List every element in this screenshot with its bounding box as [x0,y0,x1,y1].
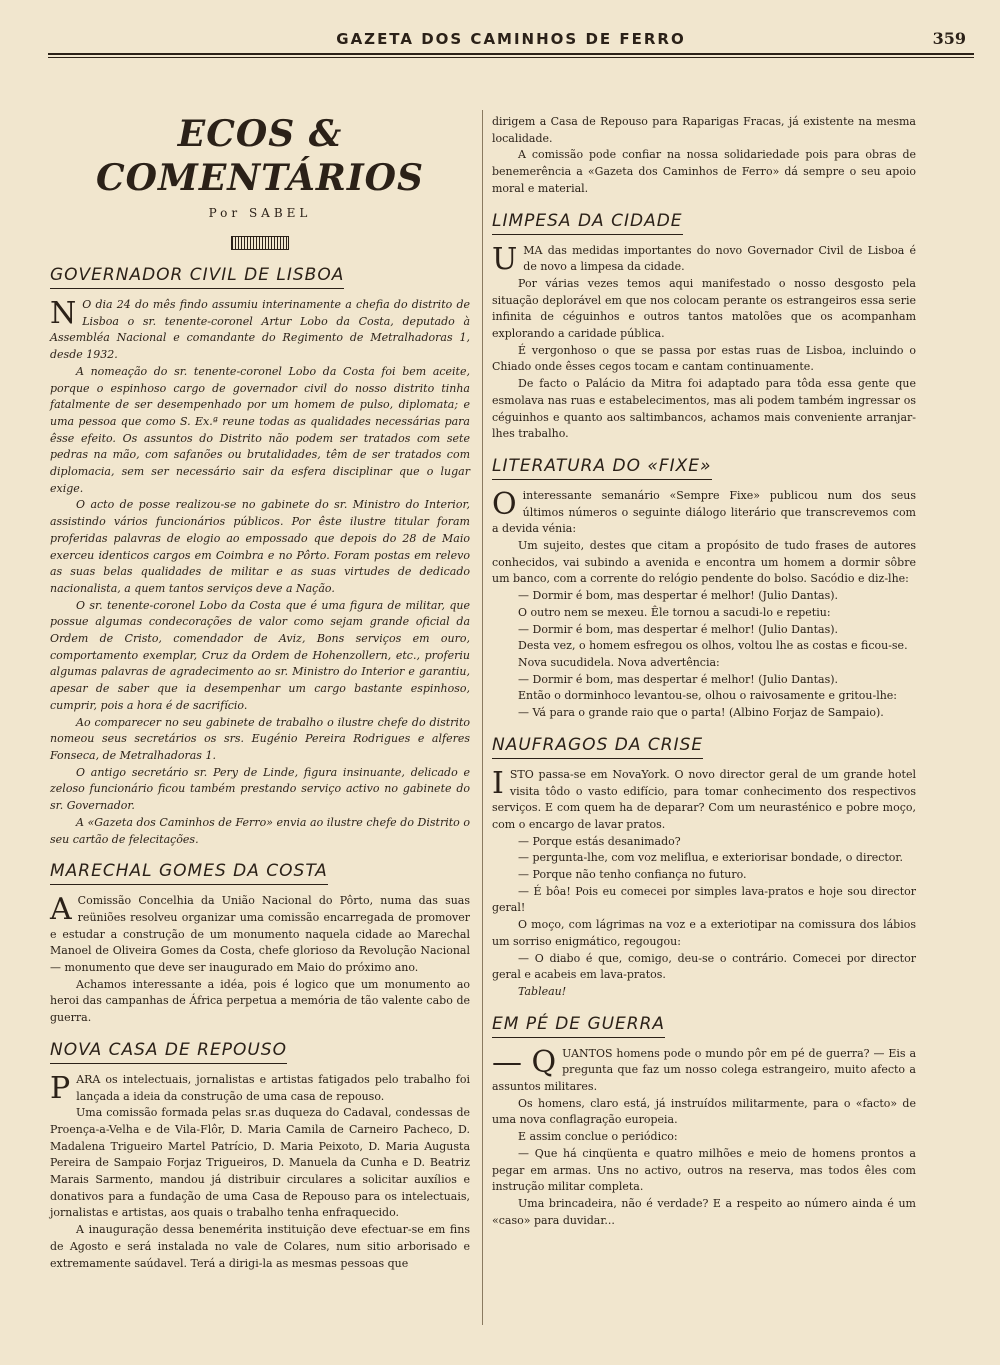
article-title: ECOS & COMENTÁRIOS [95,113,425,199]
paragraph: É vergonhoso o que se passa por estas ruas de Lisboa, incluindo o Chiado onde êsses cegos tocam e cantam continuamente. [492,343,916,374]
paragraph: Os homens, claro está, já instruídos militarmente, para o «facto» de uma nova conflagração europeia. [492,1096,916,1127]
paragraph: — Vá para o grande raio que o parta! (Albino Forjaz de Sampaio). [518,706,884,720]
drop-cap: P [50,1070,71,1106]
paragraph: O sr. tenente-coronel Lobo da Costa que é uma figura de militar, que possue algumas condecorações de valor como sejam grande oficial da Ordem de Cristo, comendador de Aviz, Bons serviços em ouro, comportamento exemplar, Cruz da Ordem de Hohenzollern, etc., proferiu algumas palavras de agradecimento ao sr. Ministro do Interior e garantiu, apesar de saber que ia desempenhar um cargo bastante espinhoso, cumprir, pois a hora é de sacrifício. [50,598,470,712]
left-column [50,112,470,1280]
byline: Por SABEL [208,206,312,220]
drop-cap: N [50,296,77,331]
header-rule-thin [48,57,974,58]
paragraph: Ao comparecer no seu gabinete de trabalho o ilustre chefe do distrito nomeou seus secretários os srs. Eugénio Pereira Rodrigues e alferes Fonseca, de Metralhadoras 1. [50,715,470,762]
section-heading: GOVERNADOR CIVIL DE LISBOA [50,264,344,289]
paragraph: — pergunta-lhe, com voz meliflua, e exteriorisar bondade, o director. [518,851,903,865]
paragraph: O moço, com lágrimas na voz e a exteriotipar na comissura dos lábios um sorriso enigmático, regougou: [492,918,916,948]
paragraph: — O diabo é que, comigo, deu-se o contrário. Comecei por director geral e acabeis em lava-pratos. [492,951,916,982]
paragraph: — Dormir é bom, mas despertar é melhor! (Julio Dantas). [518,672,839,686]
paragraph: ISTO passa-se em NovaYork. O novo director geral de um grande hotel visita tôdo o vasto edifício, para tomar conhecimento dos respectivos serviços. E com quem ha de deparar? Com um neurasténico e pobre moço, com o encargo de lavar pratos. [492,765,916,831]
section-naufragos [492,730,916,1001]
paragraph: Uma comissão formada pelas sr.as duqueza do Cadaval, condessas de Proença-a-Velha e de Vila-Flôr, D. Maria Camila de Carneiro Pacheco, D. Madalena Trigueiro Martel Patrício, D. Maria Peixoto, D. Maria Augusta Pereira de Sampaio Forjaz Trigueiros, D. Manuela da Cunha e D. Beatriz Marais Sarmento, mandou já distribuir circulares a solicitar auxílios e donativos para a fundação de uma Casa de Repouso para os intelectuais, jornalistas e artistas, aos quais o trabalho tenha enfraquecido. [50,1106,470,1220]
ornament-divider [231,236,289,250]
drop-cap: I [492,765,504,801]
paragraph: Por várias vezes temos aqui manifestado o nosso desgosto pela situação deplorável em que nos colocam perante os estrangeiros essa serie infinita de céguinhos e outros tantos matolões que os acompanham explorando a caridade pública. [492,276,916,341]
paragraph: — Dormir é bom, mas despertar é melhor! (Julio Dantas). [518,589,839,603]
section-heading: LITERATURA DO «FIXE» [492,455,712,480]
section-guerra [492,1009,916,1230]
section-repouso [50,1035,470,1272]
header-rule [48,53,974,55]
paragraph: Desta vez, o homem esfregou os olhos, voltou lhe as costas e ficou-se. [518,639,908,653]
section-heading: NOVA CASA DE REPOUSO [50,1039,287,1064]
paragraph: — Porque não tenho confiança no futuro. [518,868,747,882]
section-governador [50,260,470,848]
paragraph: N O dia 24 do mês findo assumiu interinamente a chefia do distrito de Lisboa o sr. tenente-coronel Artur Lobo da Costa, deputado à Assembléa Nacional e comandante do Regimento de Metralhadoras 1, desde 1932. [50,296,470,362]
paragraph: O acto de posse realizou-se no gabinete do sr. Ministro do Interior, assistindo vários funcionários públicos. Por êste ilustre titular foram proferidas palavras de elogio ao empossado que depois do 28 de Maio exerceu identicos cargos em Coimbra e no Pôrto. Foram postas em relevo as suas belas qualidades de militar e as suas virtudes de dedicado nacionalista, a quem tantos serviços deve a Nação. [50,498,470,595]
paragraph: — Dormir é bom, mas despertar é melhor! (Julio Dantas). [518,622,839,636]
paragraph: Achamos interessante a idéa, pois é logico que um monumento ao heroi das campanhas de África perpetua a memória de tão valente cabo de guerra. [50,977,470,1025]
right-column [492,114,916,1237]
section-heading: LIMPESA DA CIDADE [492,210,683,235]
column-divider [482,110,483,1325]
paragraph: dirigem a Casa de Repouso para Raparigas Fracas, já existente na mesma localidade. [492,115,916,145]
running-header [48,28,974,58]
paragraph: Tableau! [518,984,567,998]
paragraph: PARA os intelectuais, jornalistas e artistas fatigados pelo trabalho foi lançada a ideia da construção de uma casa de repouso. [50,1070,470,1106]
drop-cap: U [492,241,518,277]
section-limpesa [492,206,916,443]
section-repouso-continued [492,114,916,198]
section-heading: NAUFRAGOS DA CRISE [492,734,703,759]
section-marechal [50,856,470,1027]
page-number: 359 [932,29,966,48]
drop-cap: O [492,486,517,522]
paragraph: E assim conclue o periódico: [518,1130,678,1144]
drop-cap: A [50,892,72,928]
paragraph: Uma brincadeira, não é verdade? E a respeito ao número ainda é um «caso» para duvidar... [492,1196,916,1227]
section-heading: EM PÉ DE GUERRA [492,1013,665,1038]
section-heading: MARECHAL GOMES DA COSTA [50,860,328,885]
paragraph: A «Gazeta dos Caminhos de Ferro» envia ao ilustre chefe do Distrito o seu cartão de felecitações. [50,815,470,846]
paragraph: A nomeação do sr. tenente-coronel Lobo da Costa foi bem aceite, porque o espinhoso cargo de governador civil do nosso distrito tinha fatalmente de ser desempenhado por um homem de pulso, diplomata; e uma pessoa que como S. Ex.ª reune todas as qualidades necessárias para êsse efeito. Os assuntos do Distrito não podem ser tratados com sete pedras na mão, com safanões ou brutalidades, têm de ser tratados com diplomacia, sem ser necessário sair da esfera disciplinar que o lugar exige. [50,364,470,495]
paragraph: Um sujeito, destes que citam a propósito de tudo frases de autores conhecidos, vai subindo a avenida e encontra um homem a dormir sôbre um banco, com a corrente do relógio pendente do bolso. Sacódio e diz-lhe: [492,539,916,586]
paragraph: — Porque estás desanimado? [518,834,681,848]
paragraph: UMA das medidas importantes do novo Governador Civil de Lisboa é de novo a limpesa da cidade. [492,241,916,277]
paragraph: O outro nem se mexeu. Êle tornou a sacudi-lo e repetiu: [518,605,831,619]
paragraph: Nova sucudidela. Nova advertência: [518,655,720,669]
drop-cap: — Q [492,1044,557,1080]
paragraph: — É bôa! Pois eu comecei por simples lava-pratos e hoje sou director geral! [492,884,916,915]
paragraph: Ointeressante semanário «Sempre Fixe» publicou num dos seus últimos números o seguinte diálogo literário que transcrevemos com a devida vénia: [492,486,916,536]
section-literatura [492,451,916,722]
paragraph: A Comissão Concelhia da União Nacional do Pôrto, numa das suas reüniões resolveu organizar uma comissão encarregada de promover e estudar a construção de um monumento naquela cidade ao Marechal Manoel de Oliveira Gomes da Costa, chefe glorioso da Revolução Nacional — monumento que deve ser inaugurado em Maio do próximo ano. [50,892,470,975]
paragraph: A inauguração dessa benemérita instituição deve efectuar-se em fins de Agosto e será instalada no vale de Colares, num sitio arborisado e extremamente saúdavel. Terá a dirigi-la as mesmas pessoas que [50,1223,470,1270]
paragraph: — Que há cinqüenta e quatro milhões e meio de homens prontos a pegar em armas. Uns no activo, outros na reserva, mas todos êles com instrução militar completa. [492,1146,916,1194]
paragraph: A comissão pode confiar na nossa solidariedade pois para obras de benemerência a «Gazeta dos Caminhos de Ferro» dá sempre o seu apoio moral e material. [492,148,916,195]
paragraph: De facto o Palácio da Mitra foi adaptado para tôda essa gente que esmolava nas ruas e estabelecimentos, mas ali podem também ingressar os céguinhos e quanto aos saltimbancos, achamos mais conveniente arranjar-lhes trabalho. [492,377,916,441]
paragraph: O antigo secretário sr. Pery de Linde, figura insinuante, delicado e zeloso funcionário ficou também prestando serviço activo no gabinete do sr. Governador. [50,765,470,813]
paragraph: — Q UANTOS homens pode o mundo pôr em pé de guerra? — Eis a pregunta que faz um nosso colega estrangeiro, muito afecto a assuntos militares. [492,1044,916,1094]
paragraph: Então o dorminhoco levantou-se, olhou o raivosamente e gritou-lhe: [518,689,898,703]
journal-title: GAZETA DOS CAMINHOS DE FERRO [336,30,686,48]
